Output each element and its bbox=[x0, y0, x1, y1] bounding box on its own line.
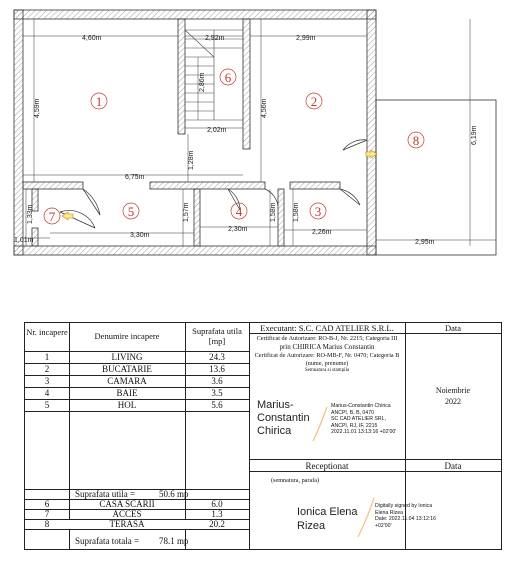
row-8-area: 20.2 bbox=[209, 519, 225, 529]
row-6-name: CASA SCARII bbox=[99, 499, 155, 509]
row-8-nr: 8 bbox=[44, 519, 50, 529]
row-2-area: 13.6 bbox=[209, 364, 225, 374]
row-7-nr: 7 bbox=[44, 509, 50, 519]
signature-2-stroke bbox=[355, 495, 377, 539]
entry-arrow-icon bbox=[62, 212, 73, 220]
header-executant: Executant: S.C. CAD ATELIER S.R.L. bbox=[260, 323, 394, 333]
row-5-name: HOL bbox=[117, 400, 137, 410]
dim-456: 4,56m bbox=[261, 98, 268, 118]
signature-2-details: Digitally signed by Ionica Elena Rizea Date: 2022.11.04 13:12:16 +02'00' bbox=[375, 503, 437, 529]
row-8-name: TERASA bbox=[109, 519, 145, 529]
suprafata-utila-label: Suprafata utila = bbox=[75, 489, 136, 499]
dim-202: 2,02m bbox=[207, 127, 227, 134]
dim-299: 2,99m bbox=[296, 35, 316, 42]
row-2-nr: 2 bbox=[44, 364, 50, 374]
row-6-nr: 6 bbox=[44, 499, 50, 509]
executant-line-3: Certificat de Autorizare: RO-MB-F, Nr. 0470; Categoria B bbox=[254, 352, 400, 360]
dim-133: 1,33m bbox=[27, 204, 34, 224]
room-number-8: 8 bbox=[412, 133, 420, 148]
room-number-4: 4 bbox=[235, 204, 243, 219]
dim-158a: 1,58m bbox=[270, 202, 277, 222]
executant-line-1: Certificat de Autorizare: RO-B-J, Nr. 2215; Categoria III bbox=[256, 335, 398, 342]
header-nr: Nr. incapere bbox=[26, 327, 68, 337]
semnatura-parafa: (semnatura, parafa) bbox=[271, 477, 320, 484]
row-3-area: 3.6 bbox=[211, 376, 223, 386]
dim-675: 6,75m bbox=[125, 174, 145, 181]
dim-286: 2,86m bbox=[199, 72, 206, 92]
row-3-name: CAMARA bbox=[107, 376, 147, 386]
executant-line-2: prin CHIRICA Marius Constantin bbox=[279, 343, 375, 352]
row-1-name: LIVING bbox=[111, 352, 143, 362]
executant-line-4: (nume, prenume) bbox=[305, 360, 349, 368]
executant-line-5: Semnatura si stampila bbox=[304, 368, 350, 374]
signature-1-details: Marius-Constantin Chirica ANCPI, B, B, 0470 SC CAD ATELIER SRL, ANCPI, RJ, IF, 2215 2022.11.01 13:13:16 +02'00' bbox=[331, 403, 397, 435]
row-4-name: BAIE bbox=[116, 388, 138, 398]
row-4-area: 3.5 bbox=[211, 388, 223, 398]
header-denumire: Denumire incapere bbox=[94, 331, 160, 341]
room-number-5: 5 bbox=[127, 204, 135, 219]
dim-619: 6,19m bbox=[471, 125, 478, 145]
dim-460: 4,60m bbox=[82, 35, 102, 42]
suprafata-utila-value: 50.6 mp bbox=[159, 489, 189, 499]
receptionat-label: Receptionat bbox=[305, 461, 349, 471]
terrace-outline bbox=[376, 100, 496, 255]
dim-101: 1,01m bbox=[14, 237, 34, 244]
row-3-nr: 3 bbox=[44, 376, 50, 386]
room-table bbox=[24, 322, 502, 550]
header-data: Data bbox=[444, 323, 462, 333]
row-5-area: 5.6 bbox=[211, 400, 223, 410]
row-7-area: 1.3 bbox=[211, 509, 223, 519]
dim-158b: 1,58m bbox=[293, 202, 300, 222]
dim-330: 3,30m bbox=[130, 232, 150, 239]
row-6-area: 6.0 bbox=[211, 499, 223, 509]
signature-1-stroke bbox=[310, 403, 330, 443]
dim-459: 4,59m bbox=[34, 98, 41, 118]
room-number-7: 7 bbox=[48, 209, 56, 224]
suprafata-totala-value: 78.1 mp bbox=[159, 536, 189, 546]
row-7-name: ACCES bbox=[112, 509, 142, 519]
room-number-2: 2 bbox=[310, 94, 318, 109]
dim-295: 2,95m bbox=[415, 239, 435, 246]
room-number-1: 1 bbox=[95, 94, 103, 109]
dim-292: 2,92m bbox=[205, 35, 225, 42]
data-2-label: Data bbox=[444, 461, 462, 471]
dim-226: 2,26m bbox=[312, 229, 332, 236]
dim-230: 2,30m bbox=[228, 226, 248, 233]
header-suprafata: Suprafata utila [mp] bbox=[192, 326, 242, 346]
signature-2-name: Ionica Elena Rizea bbox=[297, 506, 358, 533]
signature-1-name: Marius- Constantin Chirica bbox=[257, 399, 310, 438]
row-2-name: BUCATARIE bbox=[102, 364, 152, 374]
row-1-nr: 1 bbox=[44, 352, 50, 362]
row-1-area: 24.3 bbox=[209, 352, 225, 362]
row-4-nr: 4 bbox=[44, 388, 50, 398]
room-number-3: 3 bbox=[314, 204, 322, 219]
row-5-nr: 5 bbox=[44, 400, 50, 410]
dim-128: 1,28m bbox=[188, 150, 195, 170]
dim-157: 1,57m bbox=[183, 202, 190, 222]
room-number-6: 6 bbox=[224, 70, 232, 85]
date-1: Noiembrie 2022 bbox=[435, 386, 471, 407]
suprafata-totala-label: Suprafata totala = bbox=[75, 536, 140, 546]
